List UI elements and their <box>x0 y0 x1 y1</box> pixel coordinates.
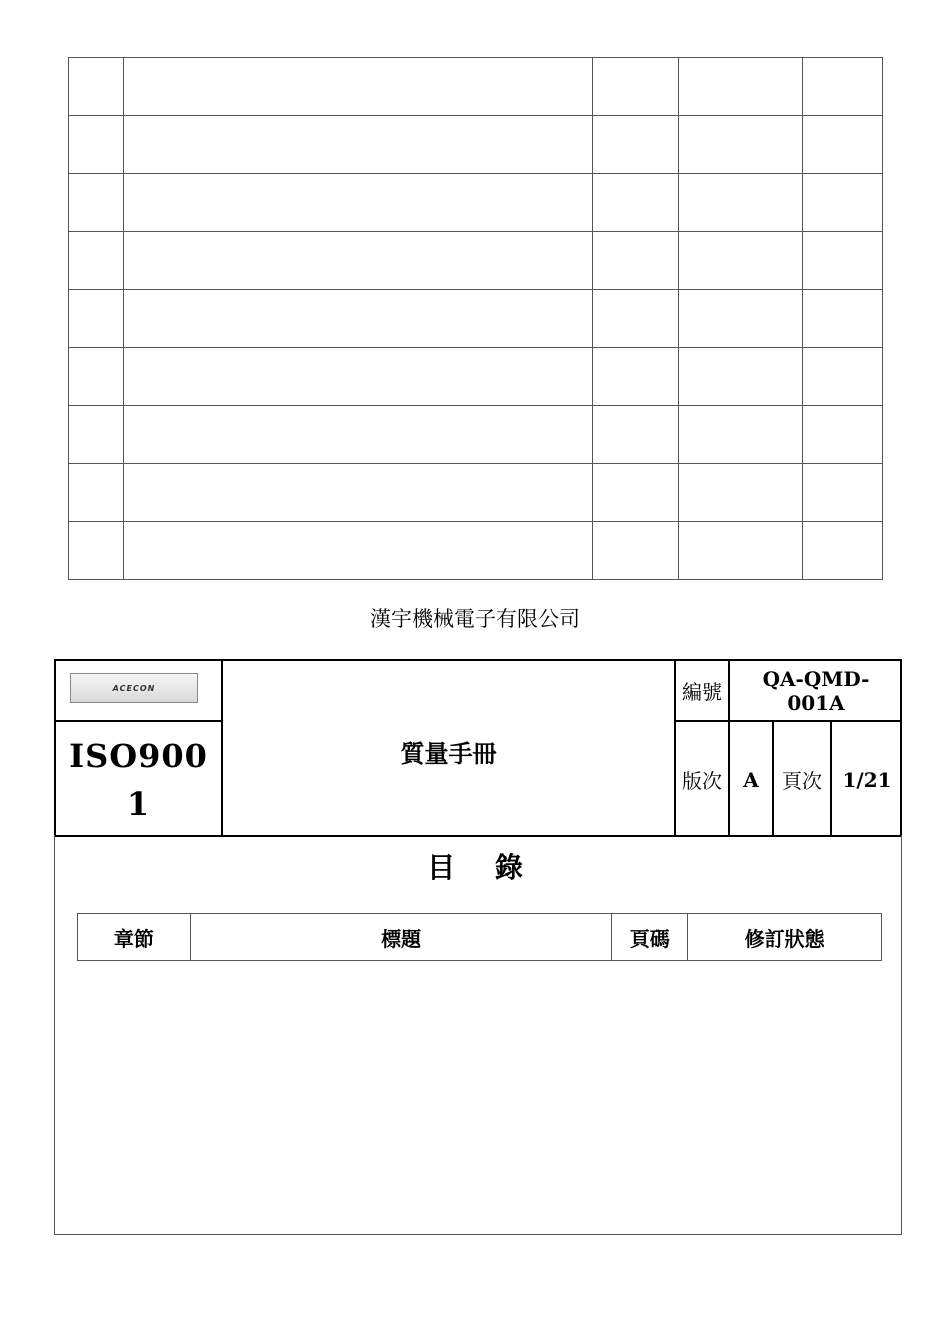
company-logo <box>70 673 198 703</box>
revision-cell <box>123 464 592 522</box>
revision-cell <box>593 116 679 174</box>
revision-cell <box>69 464 124 522</box>
document-title: 質量手冊 <box>400 738 497 768</box>
toc-col-page: 頁碼 <box>612 914 688 961</box>
revision-cell <box>123 348 592 406</box>
toc-col-title: 標題 <box>190 914 611 961</box>
revision-cell <box>123 290 592 348</box>
revision-cell <box>593 522 679 580</box>
revision-cell <box>679 232 803 290</box>
revision-cell <box>593 174 679 232</box>
title-cell <box>223 721 674 781</box>
revision-table <box>68 57 883 580</box>
revision-cell <box>803 406 883 464</box>
toc-col-chapter: 章節 <box>78 914 191 961</box>
revision-cell <box>679 348 803 406</box>
revision-cell <box>123 58 592 116</box>
revision-cell <box>803 522 883 580</box>
revision-cell <box>69 290 124 348</box>
revision-cell <box>803 348 883 406</box>
revision-cell <box>69 174 124 232</box>
revision-cell <box>69 522 124 580</box>
revision-cell <box>803 464 883 522</box>
revision-cell <box>679 290 803 348</box>
revision-cell <box>593 58 679 116</box>
revision-cell <box>679 406 803 464</box>
revision-cell <box>69 58 124 116</box>
revision-row <box>69 290 883 348</box>
doc-no-label-cell <box>676 661 728 720</box>
revision-cell <box>593 406 679 464</box>
revision-cell <box>593 348 679 406</box>
toc-table <box>77 913 882 961</box>
doc-no-value: QA-QMD-001A <box>762 666 870 715</box>
revision-cell <box>679 174 803 232</box>
revision-cell <box>679 464 803 522</box>
revision-cell <box>593 232 679 290</box>
company-name: 漢宇機械電子有限公司 <box>370 607 580 631</box>
page-value: 1/21 <box>842 767 892 792</box>
toc-title: 目 錄 <box>427 851 523 884</box>
revision-cell <box>69 116 124 174</box>
revision-table-body <box>69 58 883 580</box>
version-label: 版次 <box>682 769 722 793</box>
revision-cell <box>123 522 592 580</box>
revision-row <box>69 58 883 116</box>
revision-cell <box>69 348 124 406</box>
revision-row <box>69 232 883 290</box>
revision-cell <box>69 232 124 290</box>
revision-cell <box>593 290 679 348</box>
revision-cell <box>803 290 883 348</box>
revision-cell <box>803 232 883 290</box>
revision-cell <box>679 58 803 116</box>
revision-row <box>69 464 883 522</box>
revision-row <box>69 522 883 580</box>
document-header <box>54 659 902 837</box>
revision-cell <box>123 174 592 232</box>
version-value-cell <box>730 722 772 837</box>
content-frame <box>54 835 902 1235</box>
revision-cell <box>69 406 124 464</box>
revision-cell <box>123 116 592 174</box>
revision-cell <box>679 522 803 580</box>
version-label-cell <box>676 722 728 837</box>
revision-cell <box>803 58 883 116</box>
revision-row <box>69 406 883 464</box>
iso-cell <box>56 722 221 837</box>
revision-cell <box>803 174 883 232</box>
iso-label: ISO9001 <box>69 736 208 823</box>
revision-cell <box>679 116 803 174</box>
revision-cell <box>803 116 883 174</box>
revision-row <box>69 348 883 406</box>
revision-cell <box>593 464 679 522</box>
logo-text: ACECON <box>112 683 156 693</box>
page-label-cell <box>774 722 830 837</box>
version-value: A <box>743 767 759 792</box>
page-label: 頁次 <box>782 769 822 793</box>
revision-row <box>69 116 883 174</box>
revision-row <box>69 174 883 232</box>
revision-cell <box>123 232 592 290</box>
doc-no-value-cell <box>730 661 902 720</box>
toc-header-row <box>78 914 882 961</box>
toc-col-revision: 修訂狀態 <box>688 914 882 961</box>
page-value-cell <box>832 722 902 837</box>
revision-cell <box>123 406 592 464</box>
doc-no-label: 編號 <box>682 680 722 704</box>
